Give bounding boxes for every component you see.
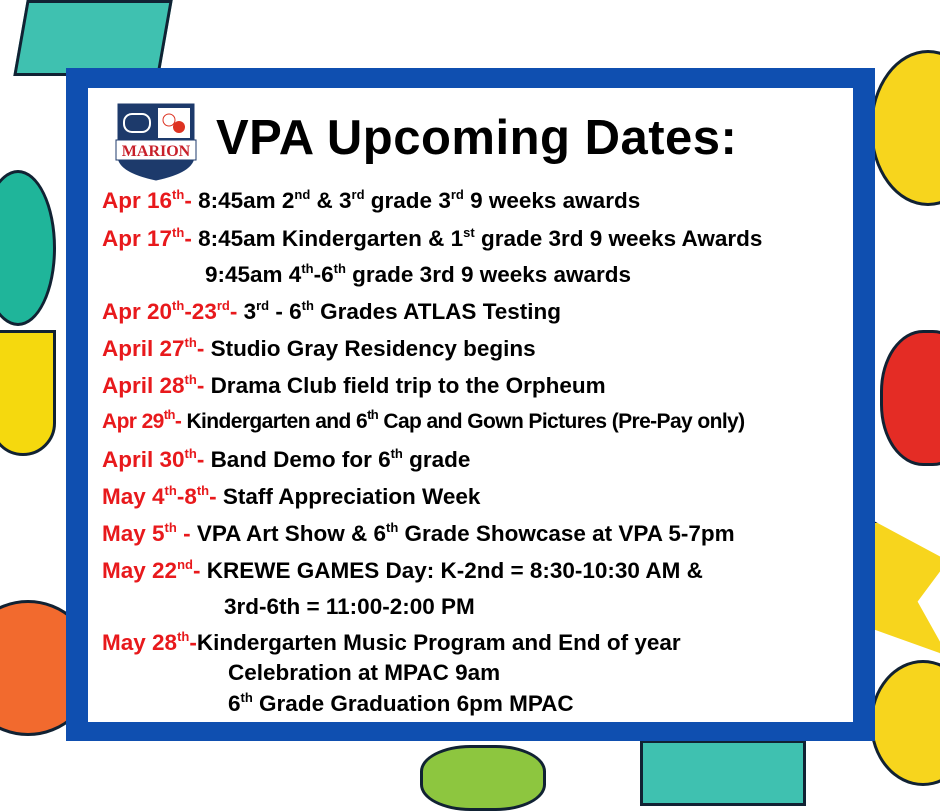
event-line bbox=[205, 262, 631, 288]
event-date: May 28 bbox=[102, 630, 178, 655]
event-date: May 5 bbox=[102, 521, 165, 546]
event-description: rd bbox=[256, 298, 270, 313]
event-date: May 4 bbox=[102, 484, 165, 509]
trophy-doodle bbox=[0, 330, 56, 456]
event-description: 3 bbox=[243, 299, 257, 324]
event-description: grade 3rd 9 weeks Awards bbox=[474, 226, 763, 251]
school-logo bbox=[112, 100, 200, 182]
event-date: -8 bbox=[176, 484, 197, 509]
event-line bbox=[102, 407, 745, 434]
apple-doodle bbox=[880, 330, 940, 466]
event-date: nd bbox=[177, 557, 193, 572]
event-date: th bbox=[172, 298, 185, 313]
event-date: th bbox=[164, 483, 177, 498]
event-description: & 3 bbox=[310, 188, 352, 213]
event-description: st bbox=[463, 225, 475, 240]
event-date: Apr 29 bbox=[102, 410, 164, 433]
event-description: Grades ATLAS Testing bbox=[313, 299, 562, 324]
event-date: Apr 17 bbox=[102, 226, 173, 251]
event-date: - bbox=[176, 521, 197, 546]
event-description: Celebration at MPAC 9am bbox=[228, 660, 501, 685]
books-doodle bbox=[13, 0, 172, 76]
event-date: - bbox=[196, 373, 211, 398]
event-description: 8:45am 2 bbox=[198, 188, 295, 213]
event-description: KREWE GAMES Day: K-2nd = 8:30-10:30 AM & bbox=[206, 558, 703, 583]
event-date: -23 bbox=[184, 299, 217, 324]
event-date: - bbox=[189, 630, 197, 655]
event-date: th bbox=[172, 187, 185, 202]
bottom-doodle-green bbox=[420, 745, 546, 811]
event-description: grade bbox=[402, 447, 471, 472]
ball-doodle bbox=[870, 660, 940, 786]
page-title: VPA Upcoming Dates: bbox=[216, 111, 738, 165]
event-date: th bbox=[164, 520, 177, 535]
event-description: rd bbox=[450, 187, 464, 202]
event-line bbox=[102, 373, 606, 399]
event-date: - bbox=[209, 484, 223, 509]
event-description: Kindergarten Music Program and End of year bbox=[196, 630, 681, 655]
event-description: Cap and Gown Pictures (Pre-Pay only) bbox=[378, 410, 745, 433]
event-date: May 22 bbox=[102, 558, 178, 583]
event-line bbox=[102, 484, 480, 510]
event-description: -6 bbox=[313, 262, 334, 287]
event-description: 9 weeks awards bbox=[463, 188, 641, 213]
event-date: Apr 16 bbox=[102, 188, 173, 213]
leaf-doodle bbox=[0, 170, 56, 326]
bottom-doodle bbox=[640, 740, 806, 806]
sunflower-doodle bbox=[870, 50, 940, 206]
event-description: - 6 bbox=[269, 299, 302, 324]
event-date: th bbox=[177, 629, 190, 644]
event-date: th bbox=[184, 446, 197, 461]
event-date: th bbox=[172, 225, 185, 240]
event-description: 6 bbox=[228, 691, 241, 716]
event-description: grade 3 bbox=[364, 188, 451, 213]
event-description: th bbox=[301, 298, 314, 313]
event-description: Kindergarten and 6 bbox=[186, 410, 368, 433]
event-description: VPA Art Show & 6 bbox=[196, 521, 387, 546]
event-description: nd bbox=[294, 187, 311, 202]
event-description: th bbox=[240, 690, 253, 705]
event-description: grade 3rd 9 weeks awards bbox=[345, 262, 632, 287]
event-description: Band Demo for 6 bbox=[210, 447, 391, 472]
event-description: 9:45am 4 bbox=[205, 262, 302, 287]
event-description: th bbox=[390, 446, 403, 461]
event-date: April 28 bbox=[102, 373, 185, 398]
event-date: - bbox=[229, 299, 244, 324]
event-description: th bbox=[367, 407, 379, 422]
event-description: Studio Gray Residency begins bbox=[210, 336, 536, 361]
event-date: - bbox=[192, 558, 207, 583]
event-description: Grade Showcase at VPA 5-7pm bbox=[398, 521, 735, 546]
event-date: Apr 20 bbox=[102, 299, 173, 324]
event-date: th bbox=[163, 407, 175, 422]
event-description: Staff Appreciation Week bbox=[222, 484, 481, 509]
star-doodle bbox=[872, 520, 940, 656]
event-date: - bbox=[196, 447, 211, 472]
svg-text:MARION: MARION bbox=[121, 143, 191, 160]
event-date: - bbox=[174, 410, 187, 433]
event-description: th bbox=[333, 261, 346, 276]
event-description: 8:45am Kindergarten & 1 bbox=[198, 226, 464, 251]
event-date: - bbox=[184, 226, 199, 251]
poster-content bbox=[88, 88, 853, 722]
event-date: April 27 bbox=[102, 336, 185, 361]
event-date: th bbox=[196, 483, 210, 498]
event-line bbox=[102, 336, 536, 362]
event-description: Drama Club field trip to the Orpheum bbox=[210, 373, 606, 398]
event-description: Grade Graduation 6pm MPAC bbox=[252, 691, 574, 716]
event-description: th bbox=[301, 261, 314, 276]
event-date: rd bbox=[216, 298, 230, 313]
event-description: th bbox=[386, 520, 399, 535]
event-line bbox=[102, 630, 681, 656]
event-line bbox=[102, 558, 703, 584]
event-line bbox=[102, 188, 640, 214]
event-date: April 30 bbox=[102, 447, 185, 472]
event-line bbox=[102, 226, 762, 252]
event-date: th bbox=[184, 335, 197, 350]
event-date: - bbox=[184, 188, 199, 213]
event-line bbox=[102, 521, 735, 547]
event-line bbox=[102, 299, 561, 325]
event-line bbox=[228, 691, 574, 717]
event-date: - bbox=[196, 336, 211, 361]
event-date: th bbox=[184, 372, 197, 387]
event-line bbox=[228, 660, 500, 686]
event-description: rd bbox=[351, 187, 365, 202]
event-line bbox=[224, 594, 475, 620]
event-description: 3rd-6th = 11:00-2:00 PM bbox=[224, 594, 475, 619]
event-line bbox=[102, 447, 470, 473]
poster-frame bbox=[66, 68, 875, 741]
